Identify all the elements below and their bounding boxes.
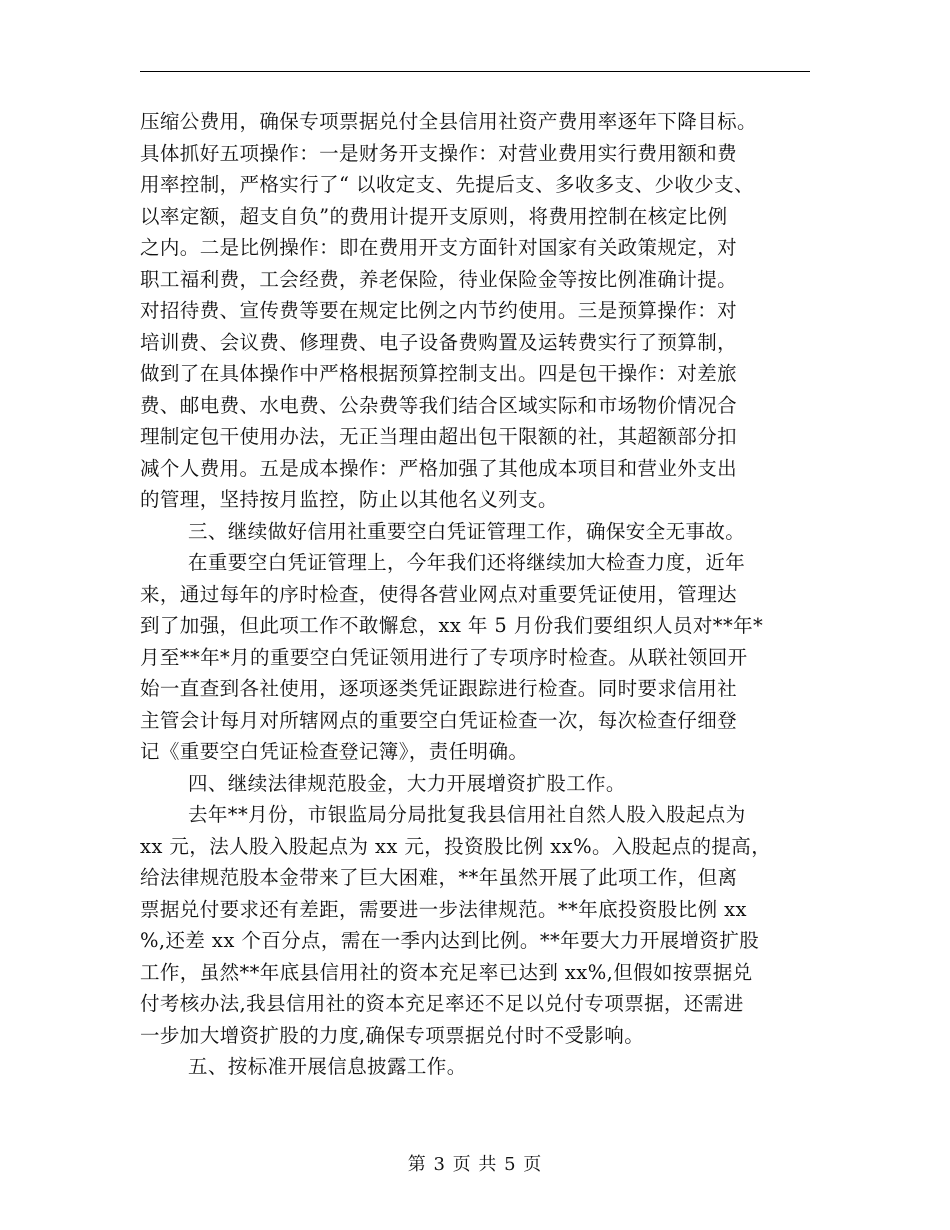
text-line: 记《重要空白凭证检查登记簿》，责任明确。 — [140, 740, 529, 763]
text-line: 费、邮电费、水电费、公杂费等我们结合区域实际和市场物价情况合 — [140, 393, 738, 417]
text-line: 主管会计每月对所辖网点的重要空白凭证检查一次，每次检查仔细登 — [140, 708, 738, 732]
section-heading: 四、继续法律规范股金，大力开展增资扩股工作。 — [188, 771, 626, 795]
text-line: 始一直查到各社使用，逐项逐类凭证跟踪进行检查。同时要求信用社 — [140, 677, 738, 700]
text-line: 减个人费用。五是成本操作：严格加强了其他成本项目和营业外支出 — [140, 456, 738, 480]
section-heading: 五、按标准开展信息披露工作。 — [188, 1055, 467, 1078]
text-line: 票据兑付要求还有差距，需要进一步法律规范。**年底投资股比例 xx — [140, 897, 747, 921]
text-line: 压缩公费用，确保专项票据兑付全县信用社资产费用率逐年下降目标。 — [140, 110, 757, 133]
text-line: 以率定额，超支自负”的费用计提开支原则，将费用控制在核定比例 — [140, 204, 728, 228]
text-line: 付考核办法,我县信用社的资本充足率还不足以兑付专项票据，还需进 — [140, 992, 744, 1015]
text-line: 工作，虽然**年底县信用社的资本充足率已达到 xx%,但假如按票据兑 — [140, 960, 753, 984]
text-line: 对招待费、宣传费等要在规定比例之内节约使用。三是预算操作：对 — [140, 299, 738, 322]
text-line: 月至**年*月的重要空白凭证领用进行了专项序时检查。从联社领回开 — [140, 645, 748, 669]
text-line: %,还差 xx 个百分点，需在一季内达到比例。**年要大力开展增资扩股 — [140, 929, 760, 952]
page-number-label: 第 3 页 共 5 页 — [407, 1154, 543, 1175]
text-line: 培训费、会议费、修理费、电子设备费购置及运转费实行了预算制， — [140, 330, 738, 354]
text-line: 职工福利费，工会经费，养老保险，待业保险金等按比例准确计提。 — [140, 267, 738, 291]
text-line: 具体抓好五项操作：一是财务开支操作：对营业费用实行费用额和费 — [140, 141, 738, 165]
text-line: 来，通过每年的序时检查，使得各营业网点对重要凭证使用，管理达 — [140, 582, 738, 606]
text-line: 用率控制，严格实行了“ 以收定支、先提后支、多收多支、少收少支、 — [140, 173, 754, 196]
text-line: 之内。二是比例操作：即在费用开支方面针对国家有关政策规定，对 — [140, 236, 738, 259]
text-line: 理制定包干使用办法，无正当理由超出包干限额的社，其超额部分扣 — [140, 425, 738, 448]
section-heading: 三、继续做好信用社重要空白凭证管理工作，确保安全无事故。 — [188, 519, 746, 543]
text-line: 一步加大增资扩股的力度,确保专项票据兑付时不受影响。 — [140, 1023, 645, 1047]
text-line: 做到了在具体操作中严格根据预算控制支出。四是包干操作：对差旅 — [140, 362, 738, 385]
text-line: 给法律规范股本金带来了巨大困难，**年虽然开展了此项工作，但离 — [140, 866, 738, 889]
text-line: 的管理，坚持按月监控，防止以其他名义列支。 — [140, 488, 558, 511]
text-line: 在重要空白凭证管理上，今年我们还将继续加大检查力度，近年 — [188, 551, 746, 574]
text-line: 去年**月份，市银监局分局批复我县信用社自然人股入股起点为 — [188, 803, 746, 826]
body-text — [140, 106, 820, 1083]
page-footer — [0, 1153, 950, 1177]
header-rule — [140, 71, 810, 72]
text-line: 到了加强，但此项工作不敢懈怠，xx 年 5 月份我们要组织人员对**年* — [140, 614, 764, 637]
text-line: xx 元，法人股入股起点为 xx 元，投资股比例 xx%。入股起点的提高， — [140, 834, 772, 858]
